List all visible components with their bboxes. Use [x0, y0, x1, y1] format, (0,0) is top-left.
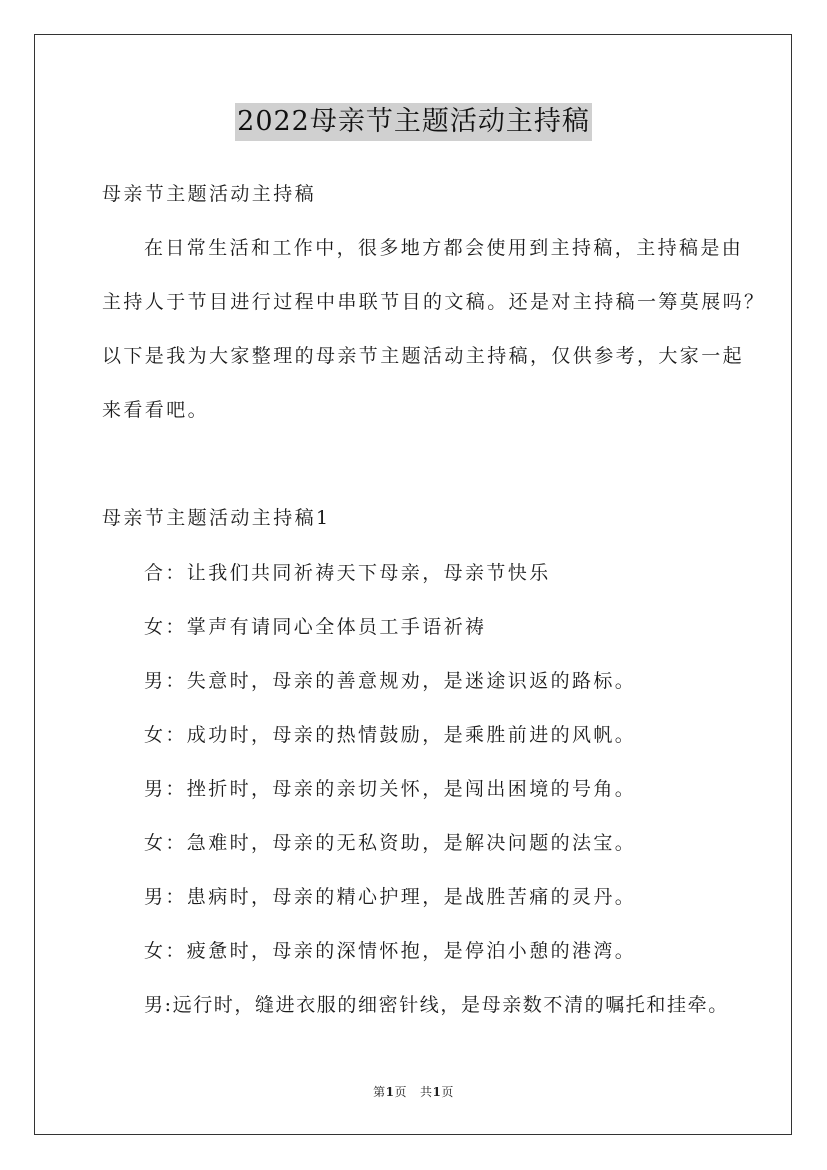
dialogue-line-3: 男：失意时，母亲的善意规劝，是迷途识返的路标。 — [144, 670, 637, 692]
intro-line-2: 主持人于节目进行过程中串联节目的文稿。还是对主持稿一筹莫展吗？ — [102, 291, 766, 313]
dialogue-line-1: 合：让我们共同祈祷天下母亲，母亲节快乐 — [144, 562, 551, 584]
total-prefix: 共 — [419, 1085, 433, 1099]
total-suffix: 页 — [441, 1085, 454, 1099]
dialogue-line-4: 女：成功时，母亲的热情鼓励，是乘胜前进的风帆。 — [144, 724, 637, 746]
total-number: 1 — [432, 1085, 442, 1099]
title-container — [0, 103, 827, 141]
dialogue-line-7: 男：患病时，母亲的精心护理，是战胜苦痛的灵丹。 — [144, 886, 637, 908]
dialogue-line-8: 女：疲惫时，母亲的深情怀抱，是停泊小憩的港湾。 — [144, 940, 637, 962]
intro-line-3: 以下是我为大家整理的母亲节主题活动主持稿，仅供参考，大家一起 — [102, 345, 745, 367]
dialogue-line-2: 女：掌声有请同心全体员工手语祈祷 — [144, 616, 487, 638]
dialogue-line-9: 男:远行时，缝进衣服的细密针线，是母亲数不清的嘱托和挂牵。 — [144, 994, 729, 1016]
page-footer — [0, 1083, 827, 1100]
dialogue-line-5: 男：挫折时，母亲的亲切关怀，是闯出困境的号角。 — [144, 778, 637, 800]
dialogue-line-6: 女：急难时，母亲的无私资助，是解决问题的法宝。 — [144, 832, 637, 854]
intro-line-4: 来看看吧。 — [102, 399, 210, 421]
page-number: 1 — [385, 1085, 395, 1099]
subtitle: 母亲节主题活动主持稿 — [102, 183, 317, 205]
page-suffix: 页 — [394, 1085, 408, 1099]
page-prefix: 第 — [373, 1085, 386, 1099]
intro-line-1: 在日常生活和工作中，很多地方都会使用到主持稿，主持稿是由 — [144, 237, 744, 259]
section-heading: 母亲节主题活动主持稿1 — [102, 507, 331, 529]
document-title: 2022母亲节主题活动主持稿 — [235, 103, 592, 141]
